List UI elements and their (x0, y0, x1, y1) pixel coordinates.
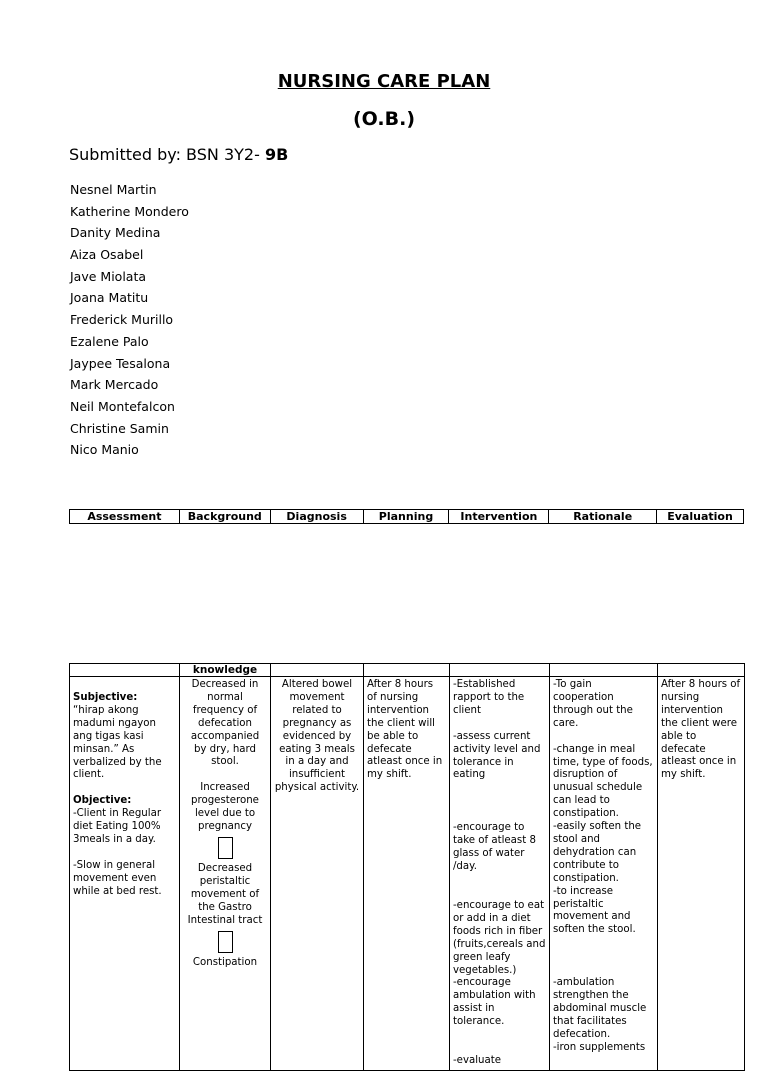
intervention-item: -assess current activity level and tolerance in eating (453, 730, 541, 781)
member-name: Katherine Mondero (70, 203, 189, 219)
background-step: Constipation (192, 956, 258, 968)
member-name: Frederick Murillo (70, 312, 174, 328)
member-name: Mark Mercado (70, 377, 159, 393)
objective-text: -Slow in general movement even while at bed rest. (73, 859, 162, 897)
member-name: Nesnel Martin (70, 182, 157, 197)
diagnosis-cell (271, 677, 364, 1071)
group-number: 9B (264, 145, 289, 164)
column-header-diagnosis: Diagnosis (270, 510, 363, 524)
member-name: Joana Matitu (70, 290, 149, 306)
document-subtitle: (O.B.) (352, 108, 416, 130)
member-name: Jave Miolata (70, 268, 147, 284)
objective-text: -Client in Regular diet Eating 100% 3meals in a day. (73, 808, 162, 846)
rationale-item: -easily soften the stool and dehydration can contribute to constipation. (553, 821, 642, 884)
background-step: Decreased in normal frequency of defecation accompanied by dry, hard stool. (190, 679, 260, 768)
intervention-item: -encourage to take of atleast 8 glass of water /day. (453, 822, 536, 873)
intervention-item: -encourage ambulation with assist in tolerance. (453, 977, 536, 1028)
flow-box (218, 931, 233, 953)
rationale-item: -ambulation strengthen the abdominal muscle that facilitates defecation. (553, 977, 647, 1040)
submitted-by (69, 145, 288, 164)
column-header-background: Background (179, 510, 270, 524)
member-name: Christine Samin (70, 420, 169, 436)
plan-subheader-row (70, 664, 745, 677)
column-header-intervention: Intervention (449, 510, 549, 524)
evaluation-cell (658, 677, 745, 1071)
subjective-label: Subjective: (73, 692, 138, 703)
background-cell (180, 677, 271, 1071)
background-step: Decreased peristaltic movement of the Gastro Intestinal tract (187, 862, 263, 926)
care-plan-header-table (69, 509, 744, 524)
column-header-rationale: Rationale (549, 510, 657, 524)
column-header-assessment: Assessment (70, 510, 180, 524)
objective-label: Objective: (73, 795, 132, 807)
rationale-item: -change in meal time, type of foods, disruption of unusual schedule can lead to constipation. (553, 743, 653, 820)
member-name: Ezalene Palo (70, 333, 149, 349)
background-step: Increased progesterone level due to pregnancy (191, 782, 259, 833)
planning-cell (364, 677, 450, 1071)
member-name: Jaypee Tesalona (70, 355, 171, 371)
rationale-cell (550, 677, 658, 1071)
plan-row (70, 677, 745, 1071)
document-title: NURSING CARE PLAN (277, 71, 491, 92)
flow-box (218, 837, 233, 859)
intervention-item: -Established rapport to the client (453, 679, 525, 716)
intervention-item: -evaluate (453, 1055, 502, 1067)
member-name: Nico Manio (70, 442, 139, 458)
diagnosis-text: Altered bowel movement related to pregnancy as evidenced by eating 3 meals in a day and insufficient physical activity. (274, 679, 360, 794)
subjective-text: “hirap akong madumi ngayon ang tigas kasi minsan.” As verbalized by the client. (73, 704, 162, 781)
rationale-item: -iron supplements (553, 1041, 646, 1053)
intervention-item: -encourage to eat or add in a diet foods rich in fiber (fruits,cereals and green leafy vegetables.) (453, 899, 546, 976)
column-header-evaluation: Evaluation (657, 510, 744, 524)
column-header-planning: Planning (363, 510, 449, 524)
assessment-cell (70, 677, 180, 1071)
member-list (70, 180, 189, 462)
rationale-item: -to increase peristaltic movement and soften the stool. (553, 885, 636, 936)
header-row (70, 510, 744, 524)
intervention-cell (450, 677, 550, 1071)
care-plan-table (69, 663, 745, 1071)
member-name: Neil Montefalcon (70, 398, 175, 414)
background-subheader: knowledge (180, 664, 271, 677)
planning-text: After 8 hours of nursing intervention the client will be able to defecate atleast once in my shift. (367, 679, 443, 781)
rationale-item: -To gain cooperation through out the care. (553, 679, 633, 729)
submitted-by-label: Submitted by: BSN 3Y2- (69, 145, 260, 164)
evaluation-text: After 8 hours of nursing intervention the client were able to defecate atleast once in my shift. (661, 679, 741, 781)
member-name: Danity Medina (70, 225, 161, 241)
member-name: Aiza Osabel (70, 247, 144, 263)
